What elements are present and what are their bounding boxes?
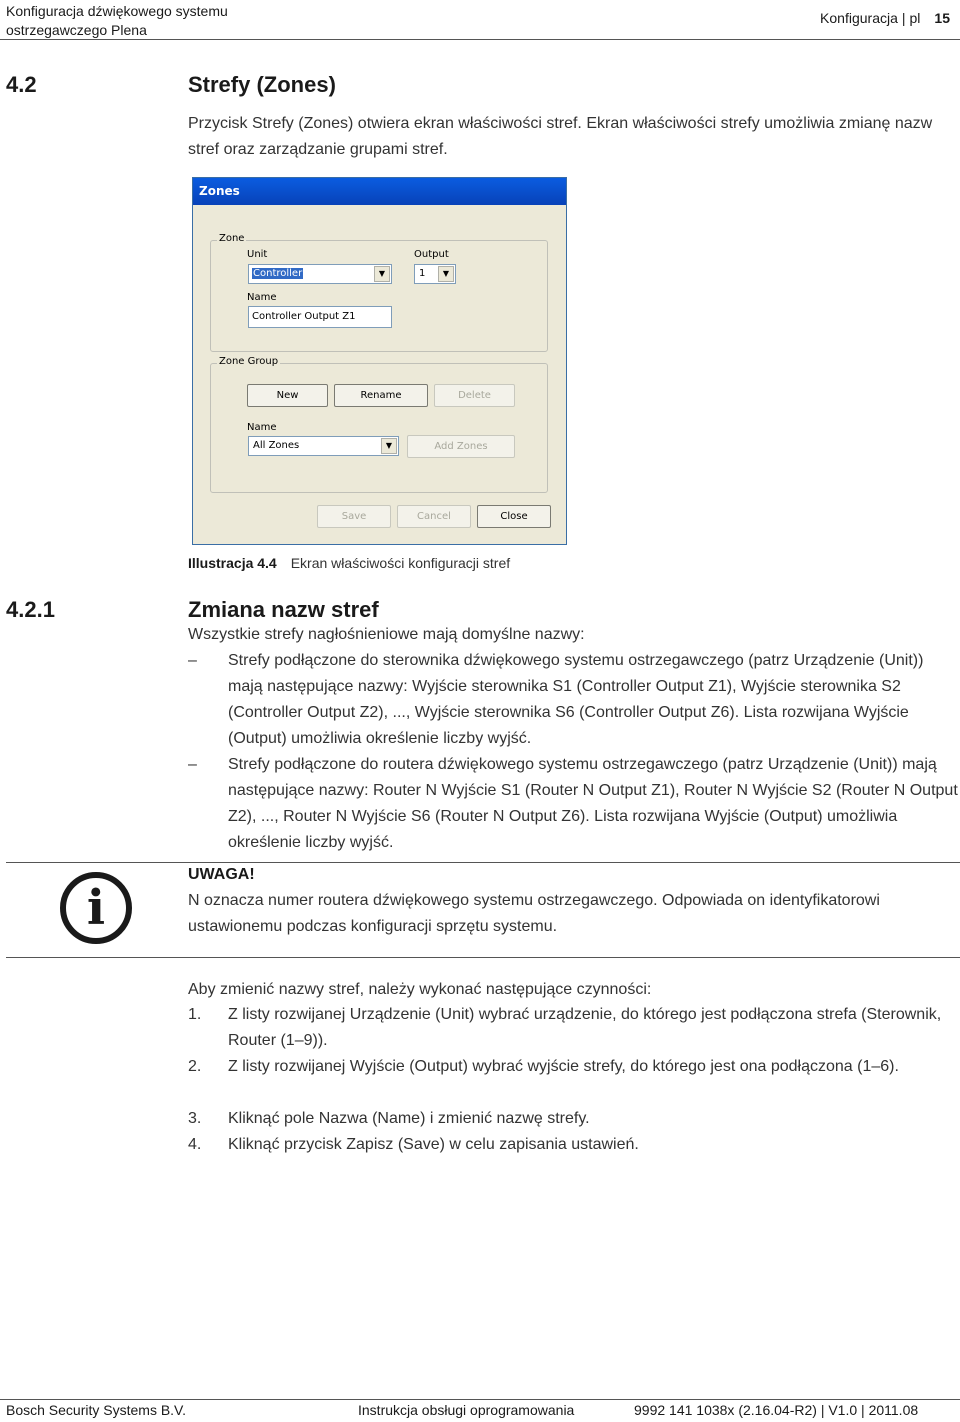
chevron-down-icon[interactable]: ▼	[381, 438, 397, 454]
step-text: Z listy rozwijanej Wyjście (Output) wybrać wyjście strefy, do którego jest ona podłączona (1–6).	[228, 1058, 899, 1075]
chevron-down-icon[interactable]: ▼	[374, 266, 390, 282]
step-marker: 2.	[188, 1058, 202, 1075]
output-label: Output	[414, 249, 449, 260]
footer-version-number: V1.0	[828, 1402, 858, 1418]
bullet-text: Strefy podłączone do routera dźwiękowego systemu ostrzegawczego (patrz Urządzenie (Unit)) mają następujące nazwy: Router N Wyjście S1 (Router N Output Z1), Router N Wyjście S2 (Router N Output Z2), ..., Router N Wyjście S6 (Router N Output Z6). Lista rozwijana Wyjście (Output) umożliwia określenie liczby wyjść.	[228, 756, 958, 851]
info-icon	[60, 872, 132, 944]
zone-group-groupbox-label: Zone Group	[219, 356, 279, 367]
footer-company: Bosch Security Systems B.V.	[6, 1402, 186, 1418]
note-text: N oznacza numer routera dźwiękowego systemu ostrzegawczego. Odpowiada on identyfikatorowi ustawionemu podczas konfiguracji sprzętu systemu.	[188, 892, 880, 935]
group-name-value: All Zones	[253, 440, 300, 451]
dialog-titlebar: Zones	[193, 178, 566, 205]
header-title-line2: ostrzegawczego Plena	[6, 22, 147, 38]
footer-version: (2.16.04-R2)	[738, 1402, 817, 1418]
running-header-left	[6, 2, 228, 40]
list-item	[188, 648, 958, 752]
unit-value: Controller	[253, 268, 303, 279]
zones-dialog	[192, 177, 567, 545]
figure-caption	[188, 555, 510, 571]
cancel-button[interactable]: Cancel	[397, 505, 471, 528]
unit-dropdown[interactable]	[248, 264, 392, 284]
note-bottom-rule	[6, 957, 960, 958]
step-marker: 1.	[188, 1006, 202, 1023]
zone-groupbox-label: Zone	[219, 233, 245, 244]
footer-code: 9992 141 1038x	[634, 1402, 735, 1418]
bullet-text: Strefy podłączone do sterownika dźwiękowego systemu ostrzegawczego (patrz Urządzenie (Unit)) mają następujące nazwy: Wyjście sterownika S1 (Controller Output Z1), Wyjście sterownika S2 (Controller Output Z2), ..., Wyjście sterownika S6 (Controller Output Z6). Lista rozwijana Wyjście (Output) umożliwia określenie liczby wyjść.	[228, 652, 924, 747]
subsection-intro: Wszystkie strefy nagłośnieniowe mają domyślne nazwy:	[188, 626, 585, 643]
page-number: 15	[934, 10, 950, 26]
zone-name-input[interactable]: Controller Output Z1	[248, 306, 392, 328]
add-zones-button[interactable]: Add Zones	[407, 435, 515, 458]
header-separator: |	[901, 10, 906, 26]
rename-button[interactable]: Rename	[334, 384, 428, 407]
chevron-down-icon[interactable]: ▼	[438, 266, 454, 282]
step-marker: 3.	[188, 1110, 202, 1127]
unit-label: Unit	[247, 249, 268, 260]
section-intro: Przycisk Strefy (Zones) otwiera ekran właściwości stref. Ekran właściwości strefy umożliwia zmianę nazw stref oraz zarządzanie grupami stref.	[188, 115, 933, 158]
note-title: UWAGA!	[188, 866, 255, 883]
list-item	[188, 1106, 958, 1132]
name-label: Name	[247, 292, 277, 303]
subsection-title: Zmiana nazw stref	[188, 597, 379, 622]
footer-date: 2011.08	[868, 1402, 919, 1418]
output-value: 1	[419, 268, 426, 279]
footer-rule	[0, 1399, 960, 1400]
footer-doc-info	[634, 1402, 918, 1418]
running-header-right	[820, 10, 950, 26]
section-number: 4.2	[6, 72, 37, 97]
step-marker: 4.	[188, 1136, 202, 1153]
caption-text: Ekran właściwości konfiguracji stref	[290, 555, 511, 571]
header-lang: pl	[909, 10, 921, 26]
dialog-body	[193, 205, 566, 545]
footer-document: Instrukcja obsługi oprogramowania	[358, 1402, 575, 1418]
bullet-marker: –	[188, 652, 197, 669]
caption-label: Illustracja 4.4	[188, 555, 277, 571]
close-button[interactable]: Close	[477, 505, 551, 528]
delete-button[interactable]: Delete	[434, 384, 515, 407]
footer-separator: |	[861, 1402, 865, 1418]
header-rule	[0, 39, 960, 40]
procedure-intro: Aby zmienić nazwy stref, należy wykonać następujące czynności:	[188, 981, 652, 998]
header-title-line1: Konfiguracja dźwiękowego systemu	[6, 3, 228, 19]
new-button[interactable]: New	[247, 384, 328, 407]
step-text: Kliknąć przycisk Zapisz (Save) w celu zapisania ustawień.	[228, 1136, 639, 1153]
bullet-marker: –	[188, 756, 197, 773]
step-text: Kliknąć pole Nazwa (Name) i zmienić nazwę strefy.	[228, 1110, 590, 1127]
group-name-dropdown[interactable]	[248, 436, 399, 456]
footer-separator: |	[820, 1402, 825, 1418]
group-name-label: Name	[247, 422, 277, 433]
info-icon-glyph: i	[86, 880, 106, 936]
list-item	[188, 1132, 958, 1158]
list-item	[188, 1002, 958, 1054]
output-dropdown[interactable]	[414, 264, 456, 284]
section-title: Strefy (Zones)	[188, 72, 336, 97]
save-button[interactable]: Save	[317, 505, 391, 528]
subsection-number: 4.2.1	[6, 597, 55, 622]
list-item	[188, 1054, 958, 1080]
step-text: Z listy rozwijanej Urządzenie (Unit) wybrać urządzenie, do którego jest podłączona strefa (Sterownik, Router (1–9)).	[228, 1006, 942, 1049]
list-item	[188, 752, 958, 856]
header-section: Konfiguracja	[820, 10, 898, 26]
